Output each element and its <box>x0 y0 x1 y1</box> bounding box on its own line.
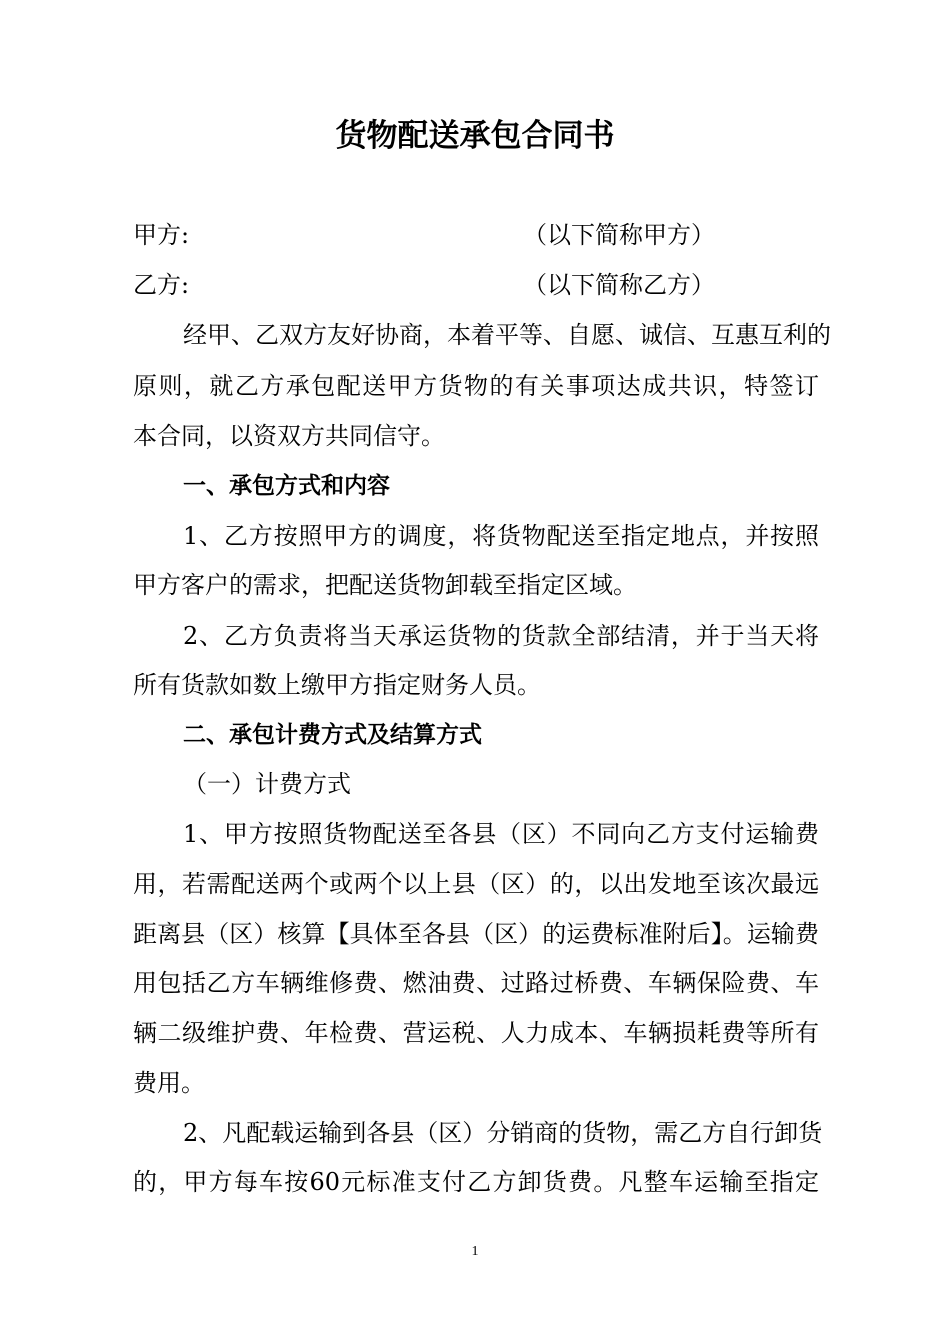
intro-line-1: 经甲、乙双方友好协商，本着平等、自愿、诚信、互惠互利的 <box>183 321 831 349</box>
intro-line-3: 本合同，以资双方共同信守。 <box>133 422 445 450</box>
section-2-item-2-line-2: 的，甲方每车按60元标准支付乙方卸货费。凡整车运输至指定 <box>133 1168 819 1196</box>
section-1-item-1-line-1: 1、乙方按照甲方的调度，将货物配送至指定地点，并按照 <box>183 522 819 550</box>
section-2-heading: 二、承包计费方式及结算方式 <box>183 722 482 748</box>
document-title: 货物配送承包合同书 <box>335 118 615 154</box>
section-1-item-1-line-2: 甲方客户的需求，把配送货物卸载至指定区域。 <box>133 571 637 599</box>
section-2-subheading: （一）计费方式 <box>183 770 351 798</box>
intro-line-2: 原则，就乙方承包配送甲方货物的有关事项达成共识，特签订 <box>133 372 819 400</box>
party-b-note: （以下简称乙方） <box>523 271 715 299</box>
party-a-note: （以下简称甲方） <box>523 221 715 249</box>
page-number: 1 <box>471 1244 479 1259</box>
party-a-label: 甲方: <box>133 221 190 249</box>
party-b-label: 乙方: <box>133 271 190 299</box>
section-2-item-1-line-6: 费用。 <box>133 1069 205 1097</box>
section-1-item-2-line-1: 2、乙方负责将当天承运货物的货款全部结清，并于当天将 <box>183 622 819 650</box>
section-2-item-1-line-4: 用包括乙方车辆维修费、燃油费、过路过桥费、车辆保险费、车 <box>133 969 819 997</box>
section-2-item-1-line-3: 距离县（区）核算【具体至各县（区）的运费标准附后】。运输费 <box>133 920 819 948</box>
section-2-item-1-line-1: 1、甲方按照货物配送至各县（区）不同向乙方支付运输费 <box>183 820 819 848</box>
section-2-item-1-line-2: 用，若需配送两个或两个以上县（区）的，以出发地至该次最远 <box>133 870 819 898</box>
section-2-item-1-line-5: 辆二级维护费、年检费、营运税、人力成本、车辆损耗费等所有 <box>133 1019 819 1047</box>
section-1-item-2-line-2: 所有货款如数上缴甲方指定财务人员。 <box>133 671 541 699</box>
section-1-heading: 一、承包方式和内容 <box>183 473 390 499</box>
section-2-item-2-line-1: 2、凡配载运输到各县（区）分销商的货物，需乙方自行卸货 <box>183 1119 823 1147</box>
